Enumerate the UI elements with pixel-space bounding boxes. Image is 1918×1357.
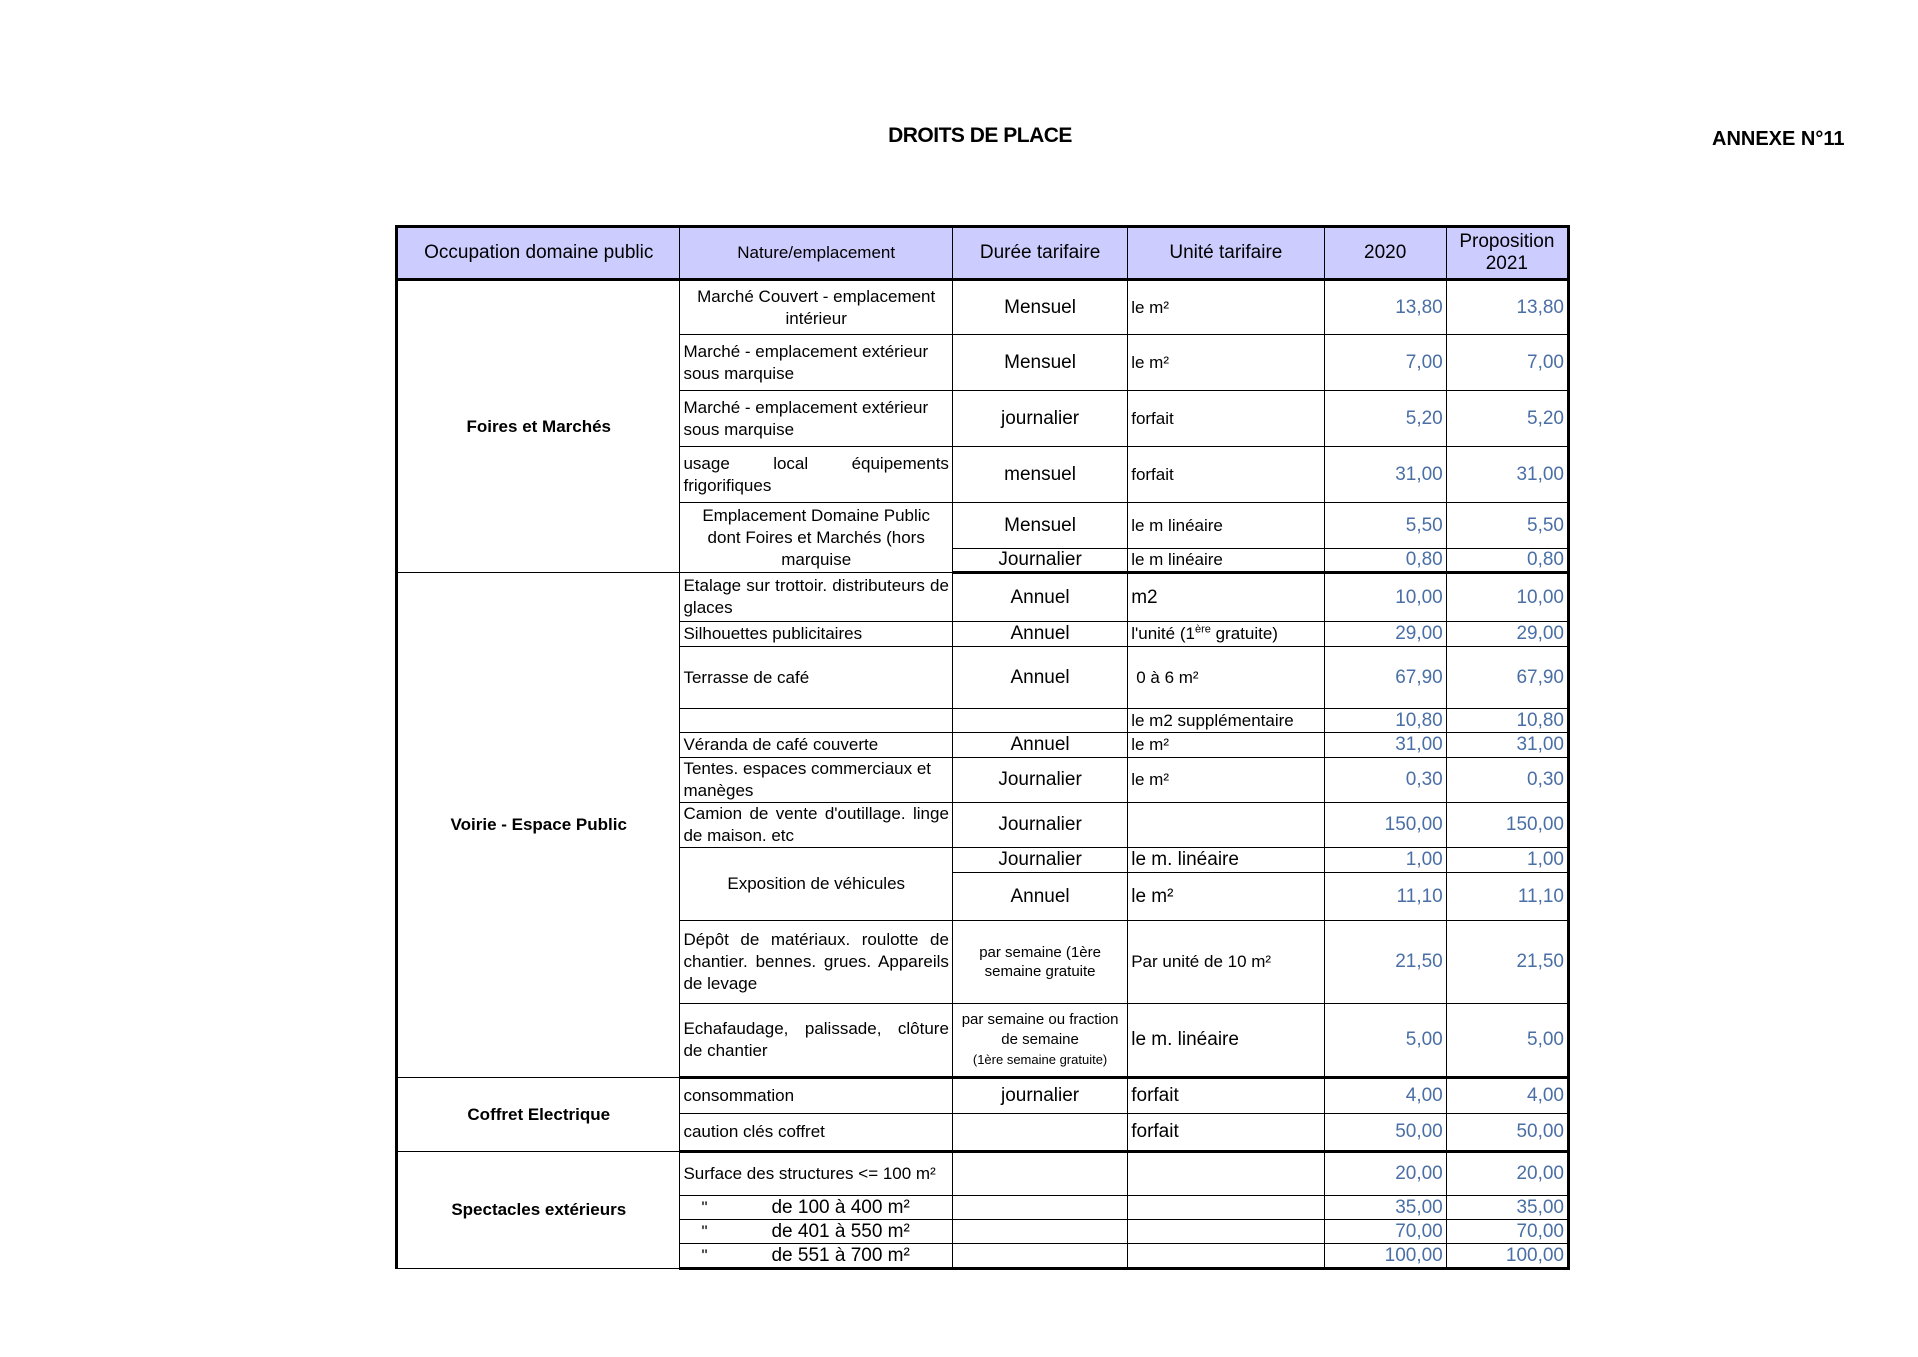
unite-text: l'unité (1 (1131, 624, 1195, 643)
unite-cell: le m linéaire (1128, 503, 1324, 549)
nature-cell (680, 709, 952, 733)
duree-note: (1ère semaine gratuite) (972, 1052, 1108, 1067)
nature-cell: Véranda de café couverte (680, 733, 952, 758)
range-text: de 100 à 400 m² (771, 1196, 910, 1218)
nature-cell: Dépôt de matériaux. roulotte de chantier. bennes. grues. Appareils de levage (680, 921, 952, 1004)
duree-cell: par semaine (1ère semaine gratuite (952, 921, 1127, 1004)
value-2021: 31,00 (1446, 733, 1568, 758)
value-2020: 4,00 (1324, 1078, 1446, 1114)
value-2021: 10,80 (1446, 709, 1568, 733)
unite-cell: forfait (1128, 1078, 1324, 1114)
value-2020: 50,00 (1324, 1114, 1446, 1152)
duree-cell (952, 1114, 1127, 1152)
value-2021: 5,00 (1446, 1004, 1568, 1078)
nature-cell: Emplacement Domaine Public dont Foires et Marchés (hors marquise (680, 503, 952, 573)
document-title: DROITS DE PLACE (888, 124, 1072, 147)
nature-cell (680, 1196, 952, 1220)
value-2021: 100,00 (1446, 1244, 1568, 1269)
duree-cell: Annuel (952, 622, 1127, 647)
unite-cell (1128, 1152, 1324, 1196)
nature-cell: Etalage sur trottoir. distributeurs de glaces (680, 573, 952, 622)
value-2021: 35,00 (1446, 1196, 1568, 1220)
value-2020: 5,20 (1324, 391, 1446, 447)
header-2021: Proposition 2021 (1446, 227, 1568, 280)
duree-cell (952, 1004, 1127, 1078)
value-2020: 13,80 (1324, 280, 1446, 335)
value-2021: 13,80 (1446, 280, 1568, 335)
duree-cell (952, 1152, 1127, 1196)
duree-cell: Journalier (952, 848, 1127, 873)
value-2021: 5,50 (1446, 503, 1568, 549)
nature-cell: Silhouettes publicitaires (680, 622, 952, 647)
nature-cell (680, 1244, 952, 1269)
table-header-row (397, 227, 1569, 280)
unite-cell (1128, 1220, 1324, 1244)
value-2021: 10,00 (1446, 573, 1568, 622)
value-2021: 0,80 (1446, 549, 1568, 573)
unite-cell (1128, 622, 1324, 647)
unite-cell: Par unité de 10 m² (1128, 921, 1324, 1004)
value-2020: 67,90 (1324, 647, 1446, 709)
value-2020: 11,10 (1324, 873, 1446, 921)
nature-cell: caution clés coffret (680, 1114, 952, 1152)
value-2020: 150,00 (1324, 803, 1446, 848)
value-2021: 29,00 (1446, 622, 1568, 647)
duree-cell (952, 1244, 1127, 1269)
value-2020: 31,00 (1324, 733, 1446, 758)
unite-cell (1128, 803, 1324, 848)
range-text: de 401 à 550 m² (771, 1220, 910, 1242)
group-voirie: Voirie - Espace Public (397, 573, 680, 1078)
duree-cell: Journalier (952, 758, 1127, 803)
duree-cell: Annuel (952, 573, 1127, 622)
value-2021: 11,10 (1446, 873, 1568, 921)
value-2020: 20,00 (1324, 1152, 1446, 1196)
value-2021: 21,50 (1446, 921, 1568, 1004)
range-text: de 551 à 700 m² (771, 1244, 910, 1266)
value-2021: 67,90 (1446, 647, 1568, 709)
nature-cell: Marché - emplacement extérieur sous marquise (680, 391, 952, 447)
unite-cell: forfait (1128, 447, 1324, 503)
value-2020: 31,00 (1324, 447, 1446, 503)
value-2020: 5,00 (1324, 1004, 1446, 1078)
table-row (397, 1078, 1569, 1114)
nature-cell: Tentes. espaces commerciaux et manèges (680, 758, 952, 803)
value-2020: 7,00 (1324, 335, 1446, 391)
annex-number: ANNEXE N°11 (1712, 128, 1845, 150)
unite-cell: le m² (1128, 280, 1324, 335)
header-occupation: Occupation domaine public (397, 227, 680, 280)
nature-cell: Marché - emplacement extérieur sous marquise (680, 335, 952, 391)
value-2020: 0,80 (1324, 549, 1446, 573)
duree-cell (952, 709, 1127, 733)
duree-cell: Mensuel (952, 280, 1127, 335)
ditto-mark: " (701, 1245, 708, 1265)
group-foires: Foires et Marchés (397, 280, 680, 573)
nature-cell: Exposition de véhicules (680, 848, 952, 921)
duree-cell: journalier (952, 1078, 1127, 1114)
unite-cell: le m² (1128, 733, 1324, 758)
value-2020: 5,50 (1324, 503, 1446, 549)
group-coffret: Coffret Electrique (397, 1078, 680, 1152)
unite-cell: le m² (1128, 335, 1324, 391)
duree-cell (952, 1220, 1127, 1244)
unite-cell (1128, 1244, 1324, 1269)
value-2021: 20,00 (1446, 1152, 1568, 1196)
value-2021: 5,20 (1446, 391, 1568, 447)
tariff-table (395, 225, 1570, 1270)
value-2021: 70,00 (1446, 1220, 1568, 1244)
unite-text-end: gratuite) (1210, 624, 1278, 643)
duree-cell: mensuel (952, 447, 1127, 503)
unite-cell: le m² (1128, 873, 1324, 921)
duree-cell: journalier (952, 391, 1127, 447)
value-2021: 50,00 (1446, 1114, 1568, 1152)
duree-cell: Annuel (952, 647, 1127, 709)
value-2020: 10,00 (1324, 573, 1446, 622)
nature-cell: Marché Couvert - emplacement intérieur (680, 280, 952, 335)
value-2020: 10,80 (1324, 709, 1446, 733)
duree-cell: Annuel (952, 873, 1127, 921)
ditto-mark: " (701, 1221, 708, 1241)
nature-cell: Surface des structures <= 100 m² (680, 1152, 952, 1196)
duree-cell: Journalier (952, 549, 1127, 573)
nature-cell: consommation (680, 1078, 952, 1114)
table-row (397, 280, 1569, 335)
duree-cell: Mensuel (952, 335, 1127, 391)
value-2021: 0,30 (1446, 758, 1568, 803)
value-2020: 29,00 (1324, 622, 1446, 647)
unite-cell: forfait (1128, 391, 1324, 447)
unite-cell: le m linéaire (1128, 549, 1324, 573)
unite-sup: ère (1194, 623, 1211, 636)
duree-cell: Mensuel (952, 503, 1127, 549)
value-2021: 4,00 (1446, 1078, 1568, 1114)
value-2021: 1,00 (1446, 848, 1568, 873)
duree-text: par semaine ou fraction de semaine (961, 1011, 1119, 1048)
value-2021: 31,00 (1446, 447, 1568, 503)
nature-cell: Terrasse de café (680, 647, 952, 709)
nature-cell: usage local équipements frigorifiques (680, 447, 952, 503)
group-spectacles: Spectacles extérieurs (397, 1152, 680, 1269)
unite-cell: 0 à 6 m² (1128, 647, 1324, 709)
duree-cell: Journalier (952, 803, 1127, 848)
value-2020: 35,00 (1324, 1196, 1446, 1220)
nature-cell (680, 1220, 952, 1244)
value-2020: 21,50 (1324, 921, 1446, 1004)
unite-cell: m2 (1128, 573, 1324, 622)
table-row (397, 1152, 1569, 1196)
value-2020: 70,00 (1324, 1220, 1446, 1244)
unite-cell: le m2 supplémentaire (1128, 709, 1324, 733)
header-2020: 2020 (1324, 227, 1446, 280)
unite-cell: le m² (1128, 758, 1324, 803)
header-unite: Unité tarifaire (1128, 227, 1324, 280)
duree-cell (952, 1196, 1127, 1220)
unite-cell: forfait (1128, 1114, 1324, 1152)
value-2020: 1,00 (1324, 848, 1446, 873)
ditto-mark: " (701, 1197, 708, 1217)
value-2021: 7,00 (1446, 335, 1568, 391)
header-nature: Nature/emplacement (680, 227, 952, 280)
nature-cell: Echafaudage, palissade, clôture de chantier (680, 1004, 952, 1078)
unite-cell: le m. linéaire (1128, 1004, 1324, 1078)
value-2021: 150,00 (1446, 803, 1568, 848)
unite-cell: le m. linéaire (1128, 848, 1324, 873)
value-2020: 0,30 (1324, 758, 1446, 803)
value-2020: 100,00 (1324, 1244, 1446, 1269)
header-duree: Durée tarifaire (952, 227, 1127, 280)
unite-cell (1128, 1196, 1324, 1220)
nature-cell: Camion de vente d'outillage. linge de maison. etc (680, 803, 952, 848)
table-row (397, 573, 1569, 622)
duree-cell: Annuel (952, 733, 1127, 758)
